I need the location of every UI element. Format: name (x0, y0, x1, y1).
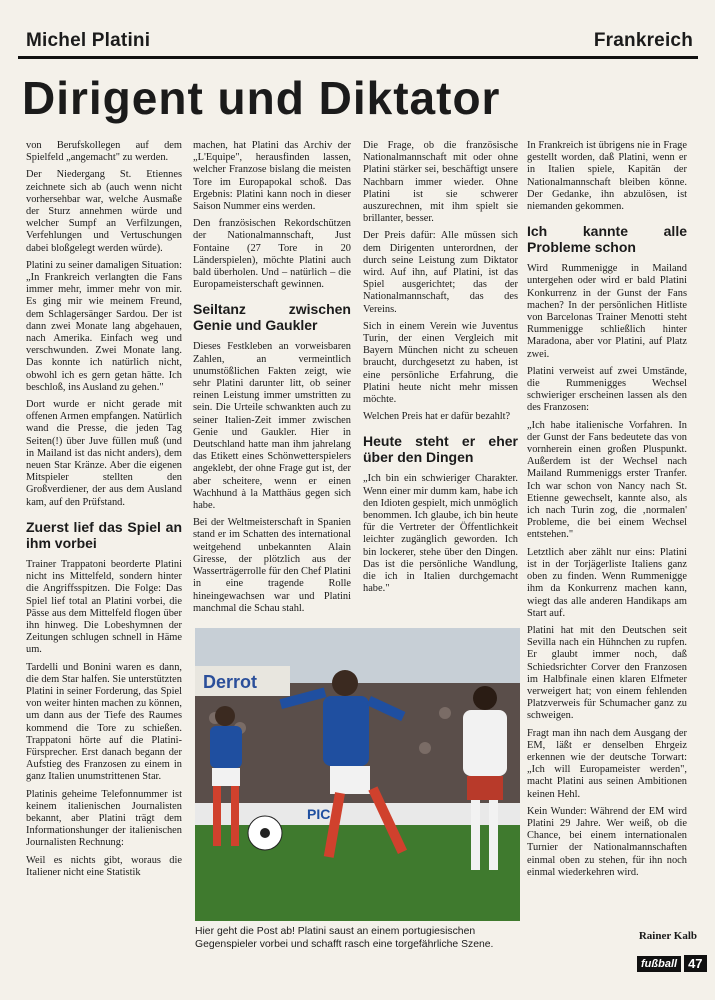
paragraph: von Berufskollegen auf dem Spielfeld „angemacht" zu werden. (26, 140, 182, 164)
article-column-2 (193, 140, 351, 630)
paragraph: Platini hat mit den Deutschen seit Sevilla nach ein Hühnchen zu rupfen. Er glaubt immer noch, daß Schiedsrichter Corver den Franzosen im Halbfinale einen klaren Elfmeter verweigert hat; von einem fehlenden Platzverweis für Schumacher ganz zu schweigen. (527, 624, 687, 722)
match-photo-illustration (195, 628, 520, 921)
paragraph: Sich in einem Verein wie Juventus Turin, der einen Vergleich mit Bayern München nicht zu scheuen braucht, durchgesetzt zu haben, ist eine persönliche Erfahrung, die Platini heute nicht mehr missen möchte. (363, 320, 518, 406)
page-number: 47 (684, 955, 706, 972)
paragraph: Tardelli und Bonini waren es dann, die dem Star halfen. Sie unterstützten Platini in seiner Forderung, das Spiel von weiter hinten machen zu können, um dann aus der Tiefe des Raumes kommend die Tore zu schießen. Trappatoni hörte auf die Platini-Fürsprecher. Erst danach begann der Aufstieg des Franzosen zu einem in ganz Italien unumstrittenen Star. (26, 661, 182, 783)
subheading: Ich kannte alle Probleme schon (527, 223, 687, 256)
article-column-4 (527, 140, 687, 960)
paragraph: Platini verweist auf zwei Umstände, die Rummenigges Wechsel schwieriger erscheinen lassen als den des Franzosen: (527, 365, 687, 414)
board-text: PIC (307, 806, 331, 822)
paragraph: „Ich habe italienische Vorfahren. In der Gunst der Fans bedeutete das von vornherein einen großen Pluspunkt. Außerdem ist der Wechsel nach Mailand Rummeniggs erster Tranfer. Ich war schon von Nancy nach St. Etienne gewechselt, kannte also, als ich nach Turin zog, die ‚normalen' Probleme, die bei einem Wechsel entstehen." (527, 419, 687, 541)
magazine-footer (637, 955, 707, 972)
paragraph: Platinis geheime Telefonnummer ist keinem italienischen Journalisten bekannt, aber Platini trägt dem Informationshunger der italienischen Journalisten Rechnung: (26, 788, 182, 849)
subheading: Seiltanz zwischen Genie und Gaukler (193, 301, 351, 334)
paragraph: Fragt man ihn nach dem Ausgang der EM, läßt er denselben Ehrgeiz erkennen wie der deutsche Torwart: „Ich will Europameister werden", macht Platini aus seinen Ambitionen keinen Hehl. (527, 727, 687, 800)
paragraph: Die Frage, ob die französische Nationalmannschaft mit oder ohne Platini stärker sei, beschäftigt unsere Nachbarn immer wieder. Ohne Platini ist sie schwerer auszurechnen, mit ihm spielt sie brillanter, besser. (363, 140, 518, 225)
paragraph: Platini zu seiner damaligen Situation: „In Frankreich verlangten die Fans immer mehr, immer mehr von mir. Es ging mir wie meinem Freund, dem Schlagersänger Sardou. Der ist dann zwei Monate lang abgehauen, nach Amerika. Einfach weg und verschwunden. Zwei Monate lang. Das konnte ich natürlich nicht, obwohl ich es gern getan hätte. Ich beschloß, ins Ausland zu gehen." (26, 259, 182, 393)
header-rule (18, 56, 698, 59)
country-label: Frankreich (593, 30, 693, 51)
article-column-1 (26, 140, 182, 940)
headline: Dirigent und Diktator (22, 72, 501, 124)
section-kicker: Michel Platini (26, 30, 151, 51)
paragraph: Dort wurde er nicht gerade mit offenen Armen empfangen. Natürlich wand die Presse, die jeden Tag Seiten(!) über Juve füllen muß (und in Mailand ist das nicht anders), dem neuen Star Kränze. Aber die eigenen Mitspieler stellten den Großverdiener, der aus dem Ausland kam, auf den Prüfstand. (26, 399, 182, 508)
paragraph: machen, hat Platini das Archiv der „L'Equipe", herausfinden lassen, welcher Franzose bislang die meisten Tore im Europapokal schoß. Das Ergebnis: Platini kann noch in dieser Saison Nummer eins werden. (193, 140, 351, 213)
article-column-3 (363, 140, 518, 630)
paragraph: „Ich bin ein schwieriger Charakter. Wenn einer mir dumm kam, habe ich den Idioten gespielt, mich unmöglich benommen. Ich glaube, ich bin heute für die Vertreter der Öffentlichkeit leichter zugänglich geworden. Ich bin lockerer, stehe über den Dingen. Das ist die persönliche Wandlung, die ich in Italien durchgemacht habe." (363, 473, 518, 595)
match-photo (195, 628, 520, 921)
paragraph: Letztlich aber zählt nur eins: Platini ist in der Torjägerliste Italiens ganz oben zu finden. Wenn Rummenigge ihm da Konkurrenz machen kann, wiegt das alle anderen Handikaps am Start auf. (527, 546, 687, 619)
photo-caption: Hier geht die Post ab! Platini saust an einem portugiesischen Gegenspieler vorbei und schafft rasch eine torgefährliche Szene. (195, 926, 494, 950)
paragraph: Weil es nichts gibt, woraus die Italiener nicht eine Statistik (26, 854, 182, 878)
magazine-logo: fußball (637, 956, 681, 972)
author-name: Rainer Kalb (638, 930, 697, 942)
paragraph: Wird Rummenigge in Mailand untergehen oder wird er bald Platini Konkurrenz in der Gunst der Fans machen? In der persönlichen Hitliste von Barcelonas Trainer Menotti steht Rummenigge schließlich hinter Maradona, aber vor Platini, auf Platz zwei. (527, 263, 687, 360)
paragraph: Trainer Trappatoni beorderte Platini nicht ins Mittelfeld, sondern hinter die Angriffsspitzen. Die Folge: Das Spiel lief total an Platini vorbei, die Pässe aus dem Mittelfeld flogen über ihn hinweg. Die Lobeshymnen der Zeitungen schlugen schnell in Häme um. (26, 558, 182, 656)
paragraph: Kein Wunder: Während der EM wird Platini 29 Jahre. Wer weiß, ob die Chance, bei einem internationalen Turnier der Nationalmannschaften einmal oben zu stehen, für ihn noch einmal wiederkehren wird. (527, 805, 687, 878)
paragraph: Dieses Festkleben an vorweisbaren Zahlen, an vermeintlich unumstößlichen Fakten zeigt, wie sehr Platini darunter litt, ob seiner reinen Leistung immer umstritten zu sein. Die Urteile schwankten auch zu seiner Italien-Zeit immer zwischen Genie und Gaukler. Hier in Deutschland hatte man ihm jahrelang das Etikett eines Schönwetterspielers angeklebt, der ohne Frage gut ist, der aber scheitere, wenn er einen Wachhund à la Matthäus gegen sich habe. (193, 341, 351, 512)
subheading: Heute steht er eher über den Dingen (363, 433, 518, 466)
subheading: Zuerst lief das Spiel an ihm vorbei (26, 518, 182, 551)
banner-text: Derrot (203, 672, 258, 692)
paragraph: Welchen Preis hat er dafür bezahlt? (363, 411, 511, 423)
paragraph: In Frankreich ist übrigens nie in Frage gestellt worden, daß Platini, wenn er in Italien spiele, Kapitän der Nationalmannschaft bleiben könne. Der Gedanke, ihn abzulösen, ist niemanden gekommen. (527, 140, 687, 213)
paragraph: Der Preis dafür: Alle müssen sich dem Dirigenten unterordnen, der durch seine Leistung zum Diktator wird. Auf ihn, auf Platini, ist das Spiel ausgerichtet; das der Nationalmannschaft, das des Vereins. (363, 230, 518, 315)
paragraph: Der Niedergang St. Etiennes zeichnete sich ab (auch wenn nicht vorhersehbar war, welche Ausmaße der Sturz annehmen würde und welcher Sumpf an Verfilzungen, Verfehlungen und Vertuschungen dabei bloßgelegt werden würde). (26, 169, 182, 254)
paragraph: Bei der Weltmeisterschaft in Spanien stand er im Schatten des international weitgehend unbekannten Alain Giresse, der plötzlich aus der Wasserträgerrolle für den Chef Platini in eine tragende Rolle hineingewachsen war und Platini manchmal die Schau stahl. (193, 517, 351, 614)
paragraph: Den französischen Rekordschützen der Nationalmannschaft, Just Fontaine (27 Tore in 20 Länderspielen), möchte Platini auch bald überholen. Und – natürlich – die Europameisterschaft gewinnen. (193, 218, 351, 291)
